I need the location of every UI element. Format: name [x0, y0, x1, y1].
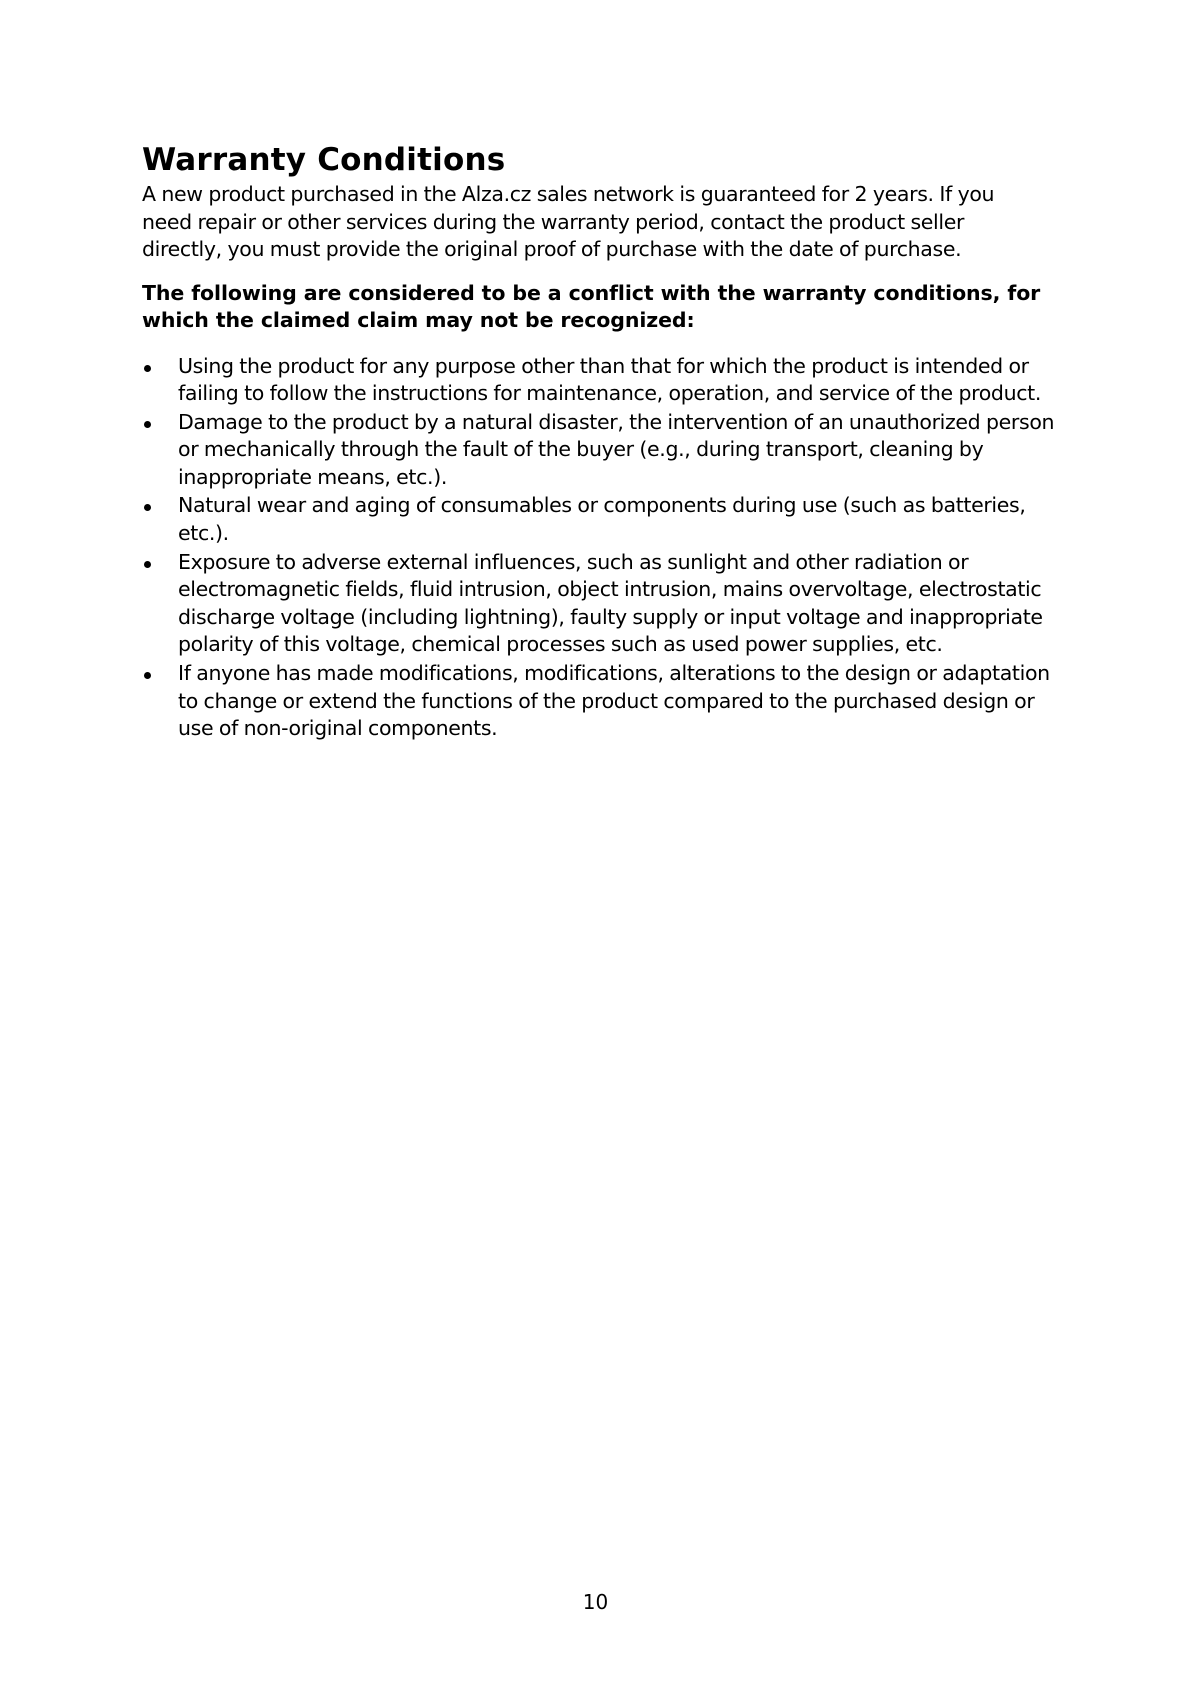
page-number: 10: [582, 1590, 609, 1614]
list-item: [142, 492, 1062, 547]
list-item: [142, 660, 1062, 743]
bullet-icon: [144, 365, 151, 372]
list-item-text: Exposure to adverse external influences, such as sunlight and other radiation or electromagnetic fields, fluid intrusion, object intrusion, mains overvoltage, electrostatic discharge voltage (including lightning), faulty supply or input voltage and inappropriate polarity of this voltage, chemical processes such as used power supplies, etc.: [178, 549, 1043, 657]
list-item-text: If anyone has made modifications, modifications, alterations to the design or adaptation to change or extend the functions of the product compared to the purchased design or use of non-original components.: [178, 661, 1050, 741]
list-item: [142, 353, 1062, 408]
intro-paragraph: A new product purchased in the Alza.cz sales network is guaranteed for 2 years. If you need repair or other services during the warranty period, contact the product seller directly, you must provide the original proof of purchase with the date of purchase.: [142, 182, 995, 261]
conflict-subheading: The following are considered to be a conflict with the warranty conditions, for which the claimed claim may not be recognized:: [142, 280, 1041, 332]
list-item: [142, 549, 1062, 659]
list-item-text: Natural wear and aging of consumables or components during use (such as batteries, etc.).: [178, 493, 1026, 546]
page-title: Warranty Conditions: [142, 142, 506, 178]
bullet-icon: [144, 504, 151, 511]
bullet-icon: [144, 561, 151, 568]
list-item-text: Using the product for any purpose other than that for which the product is intended or failing to follow the instructions for maintenance, operation, and service of the product.: [178, 353, 1042, 406]
list-item-text: Damage to the product by a natural disaster, the intervention of an unauthorized person or mechanically through the fault of the buyer (e.g., during transport, cleaning by inappropriate means, etc.).: [178, 409, 1055, 489]
list-item: [142, 409, 1062, 492]
page-content: [142, 141, 1062, 744]
bullet-icon: [144, 672, 151, 679]
conflict-list: [142, 353, 1062, 743]
bullet-icon: [144, 421, 151, 428]
